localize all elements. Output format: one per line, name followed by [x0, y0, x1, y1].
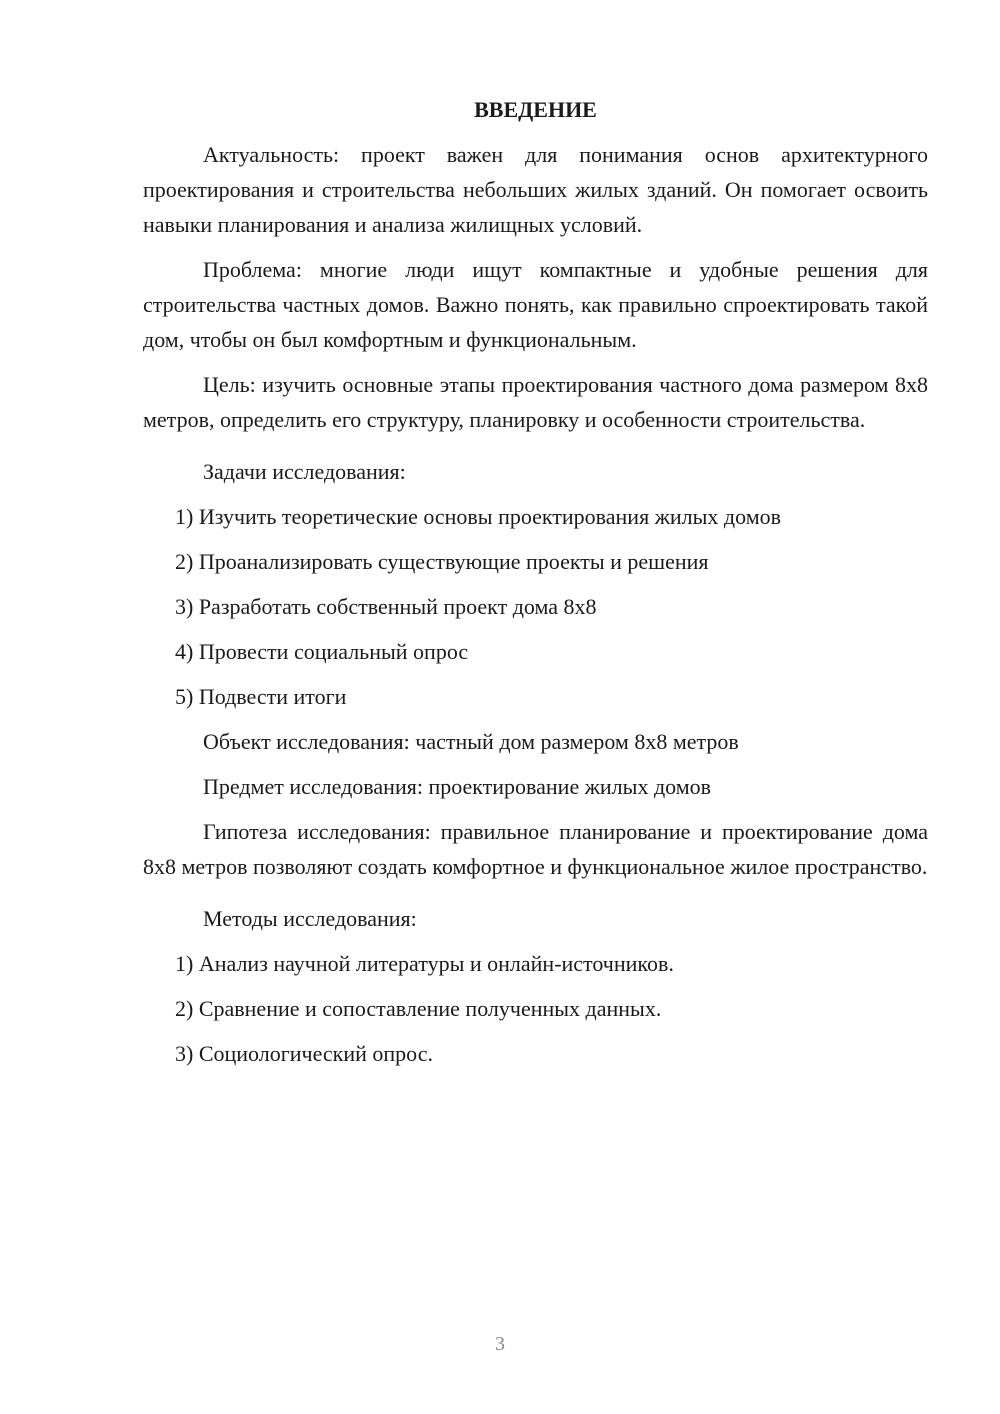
- methods-list: [143, 946, 928, 1071]
- paragraph-hypothesis: Гипотеза исследования: правильное планирование и проектирование дома 8х8 метров позволяют создать комфортное и функциональное жилое пространство.: [143, 819, 928, 879]
- page-number: 3: [495, 1333, 505, 1355]
- list-item: 3) Социологический опрос.: [175, 1041, 433, 1066]
- document-body: [143, 92, 928, 1081]
- list-item: 3) Разработать собственный проект дома 8х8: [175, 594, 597, 619]
- list-item: 1) Изучить теоретические основы проектирования жилых домов: [175, 504, 782, 529]
- list-item: 2) Сравнение и сопоставление полученных данных.: [175, 996, 662, 1021]
- paragraph-relevance: Актуальность: проект важен для понимания основ архитектурного проектирования и строительства небольших жилых зданий. Он помогает освоить навыки планирования и анализа жилищных условий.: [143, 142, 928, 237]
- paragraph-problem: Проблема: многие люди ищут компактные и удобные решения для строительства частных домов. Важно понять, как правильно спроектировать такой дом, чтобы он был комфортным и функциональным.: [143, 257, 928, 352]
- list-item: 4) Провести социальный опрос: [175, 639, 469, 664]
- page-title: ВВЕДЕНИЕ: [474, 97, 597, 122]
- list-item: 5) Подвести итоги: [175, 684, 347, 709]
- methods-heading: Методы исследования:: [203, 906, 417, 931]
- paragraph-object: Объект исследования: частный дом размером 8х8 метров: [203, 729, 739, 754]
- list-item: 2) Проанализировать существующие проекты и решения: [175, 549, 709, 574]
- paragraph-subject: Предмет исследования: проектирование жилых домов: [203, 774, 712, 799]
- list-item: 1) Анализ научной литературы и онлайн-источников.: [175, 951, 674, 976]
- tasks-list: [143, 499, 928, 714]
- paragraph-goal: Цель: изучить основные этапы проектирования частного дома размером 8х8 метров, определить его структуру, планировку и особенности строительства.: [143, 372, 928, 432]
- tasks-heading: Задачи исследования:: [203, 459, 406, 484]
